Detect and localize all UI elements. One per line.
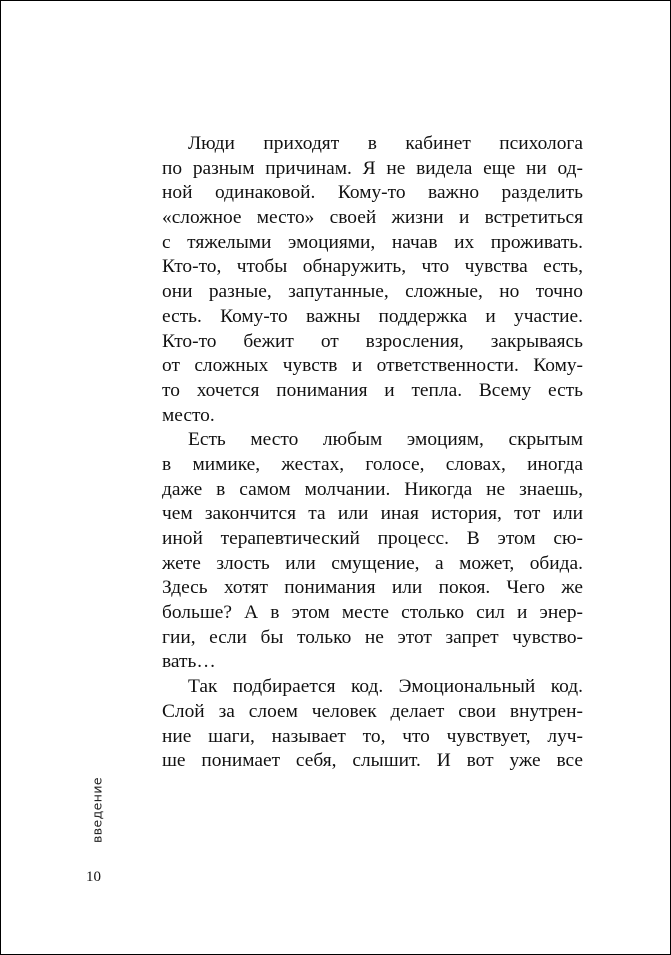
text-line: Так подбирается код. Эмоциональный код. — [188, 676, 583, 698]
text-line: ше понимает себя, слышит. И вот уже все — [162, 750, 583, 772]
text-line: ной одинаковой. Кому-то важно разделить — [162, 182, 583, 204]
text-line: жете злость или смущение, а может, обида. — [162, 552, 583, 574]
text-line: гии, если бы только не этот запрет чувство- — [162, 626, 583, 648]
text-line: Кто-то, чтобы обнаружить, что чувства есть, — [162, 256, 583, 278]
text-line: ние шаги, называет то, что чувствует, луч- — [162, 725, 583, 747]
text-line: Люди приходят в кабинет психолога — [188, 133, 583, 154]
text-line: Здесь хотят понимания или покоя. Чего же — [162, 577, 583, 599]
text-line: больше? А в этом месте столько сил и энер- — [162, 602, 583, 624]
text-line: по разным причинам. Я не видела еще ни од- — [162, 157, 583, 179]
text-line: с тяжелыми эмоциями, начав их проживать. — [162, 231, 583, 253]
text-line: Есть место любым эмоциям, скрытым — [188, 429, 583, 451]
text-line: в мимике, жестах, голосе, словах, иногда — [162, 453, 583, 475]
text-line: есть. Кому-то важны поддержка и участие. — [162, 305, 583, 327]
section-label: введение — [89, 777, 105, 843]
text-line: то хочется понимания и тепла. Всему есть — [162, 379, 583, 401]
text-line: вать… — [162, 651, 216, 673]
text-line: они разные, запутанные, сложные, но точно — [162, 281, 583, 303]
page-number: 10 — [86, 869, 101, 885]
text-line: «сложное место» своей жизни и встретиться — [162, 207, 583, 229]
text-line: Слой за слоем человек делает свои внутрен- — [162, 700, 583, 722]
text-line: Кто-то бежит от взросления, закрываясь — [162, 330, 583, 352]
text-line: от сложных чувств и ответственности. Кому- — [162, 355, 583, 377]
text-line: даже в самом молчании. Никогда не знаешь, — [162, 478, 583, 500]
body-text — [162, 132, 583, 774]
text-line: иной терапевтический процесс. В этом сю- — [162, 528, 583, 549]
text-line: место. — [162, 404, 215, 426]
text-line: чем закончится та или иная история, тот или — [162, 503, 583, 525]
